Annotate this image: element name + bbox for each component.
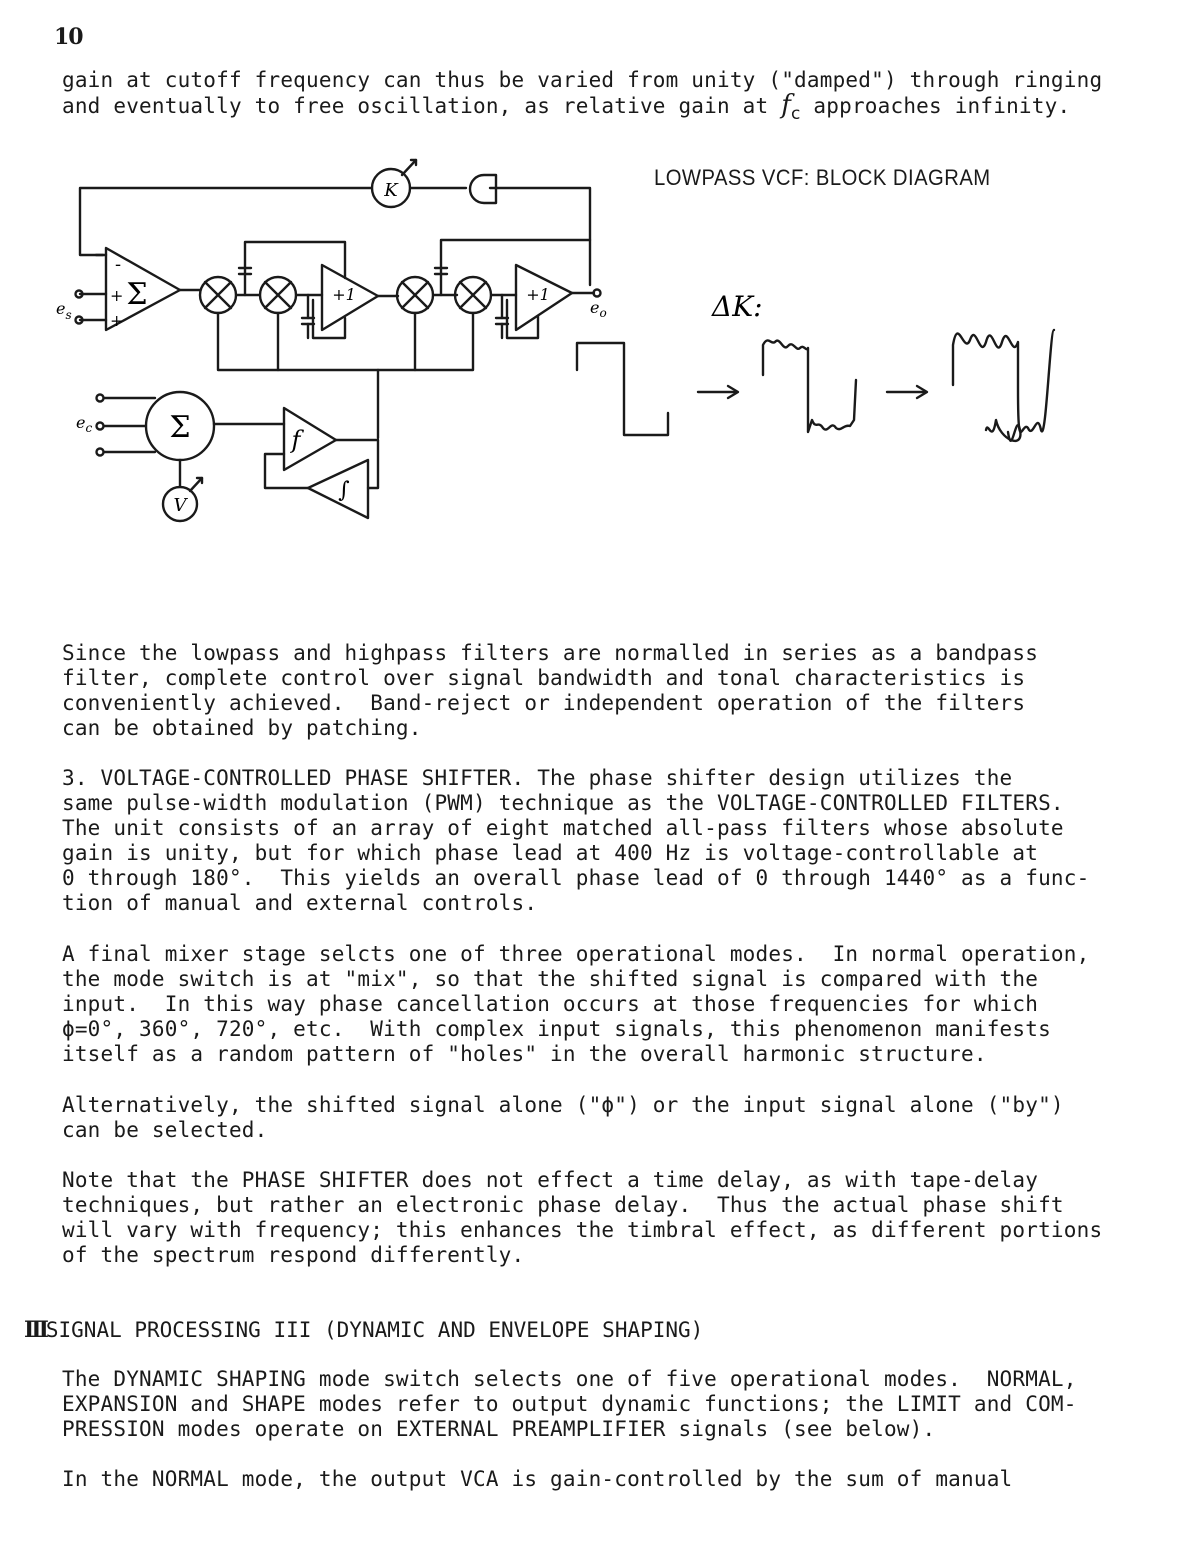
function-label: f — [291, 426, 301, 454]
sum-symbol-top: Σ — [126, 277, 148, 312]
intro-line-2a: and eventually to free oscillation, as relative gain at — [62, 94, 782, 118]
output-signal-label: $e_o$ — [590, 298, 607, 320]
page-number: 10 — [54, 24, 83, 50]
v-knob-label: V — [173, 495, 187, 516]
plus-sign-1: + — [110, 286, 124, 305]
k-knob-label: K — [384, 180, 398, 201]
amp-gain-label-1: +1 — [332, 285, 356, 304]
fc-symbol: $f_c$ — [781, 90, 801, 125]
input-signal-label: $e_s$ — [56, 299, 72, 322]
square-wave — [577, 343, 668, 435]
intro-line-2b: approaches infinity. — [800, 94, 1071, 118]
paragraph-alternative: Alternatively, the shifted signal alone ("ϕ") or the input signal alone ("by") can be selected. — [62, 1093, 1064, 1142]
minus-sign: - — [115, 254, 122, 275]
section-heading-text: SIGNAL PROCESSING III (DYNAMIC AND ENVELOPE SHAPING) — [45, 1318, 704, 1342]
paragraph-dynamic-shaping: The DYNAMIC SHAPING mode switch selects one of five operational modes. NORMAL, EXPANSION and SHAPE modes refer to output dynamic functions; the LIMIT and COM- PRESSION modes operate on EXTERNAL PREAMPLIFIER signals (see below). — [62, 1367, 1077, 1441]
delta-k-label: ΔK: — [712, 290, 763, 323]
integrator-label: ∫ — [338, 478, 350, 503]
section-roman-numeral: III — [24, 1317, 46, 1343]
sum-symbol-bottom: Σ — [169, 410, 191, 445]
ringing-wave — [763, 340, 856, 432]
plus-sign-2: + — [110, 311, 124, 330]
paragraph-phase-shifter: 3. VOLTAGE-CONTROLLED PHASE SHIFTER. The phase shifter design utilizes the same pulse-width modulation (PWM) technique as the VOLTAGE-CONTROLLED FILTERS. The unit consists of an array of eight matched all-pass filters whose absolute gain is unity, but for which phase lead at 400 Hz is voltage-controllable at 0 through 180°. This yields an overall phase lead of 0 through 1440° as a func- tion of manual and external controls. — [62, 766, 1090, 915]
feedback-wire — [80, 188, 372, 255]
paragraph-mixer: A final mixer stage selcts one of three operational modes. In normal operation, the mode switch is at "mix", so that the shifted signal is compared with the input. In this way phase cancellation occurs at those frequencies for which ϕ=0°, 360°, 720°, etc. With complex input signals, this phenomenon manifests itself as a random pattern of "holes" in the overall harmonic structure. — [62, 942, 1090, 1066]
paragraph-bandpass: Since the lowpass and highpass filters are normalled in series as a bandpass filter, complete control over signal bandwidth and tonal characteristics is conveniently achieved. Band-reject or independent operation of the filters can be obtained by patching. — [62, 641, 1039, 740]
paragraph-note: Note that the PHASE SHIFTER does not effect a time delay, as with tape-delay techniques, but rather an electronic phase delay. Thus the actual phase shift will vary with frequency; this enhances the timbral effect, as different portions of the spectrum respond differently. — [62, 1168, 1103, 1267]
control-signal-label: $e_c$ — [76, 413, 93, 435]
paragraph-normal-mode: In the NORMAL mode, the output VCA is gain-controlled by the sum of manual — [62, 1467, 1013, 1491]
amp-gain-label-2: +1 — [526, 285, 550, 304]
lowpass-vcf-block-diagram — [0, 0, 1188, 620]
diagram-title: LOWPASS VCF: BLOCK DIAGRAM — [654, 165, 991, 190]
section-heading — [24, 1317, 703, 1343]
oscillation-wave — [953, 330, 1054, 432]
intro-line-1: gain at cutoff frequency can thus be varied from unity ("damped") through ringing — [62, 68, 1103, 92]
